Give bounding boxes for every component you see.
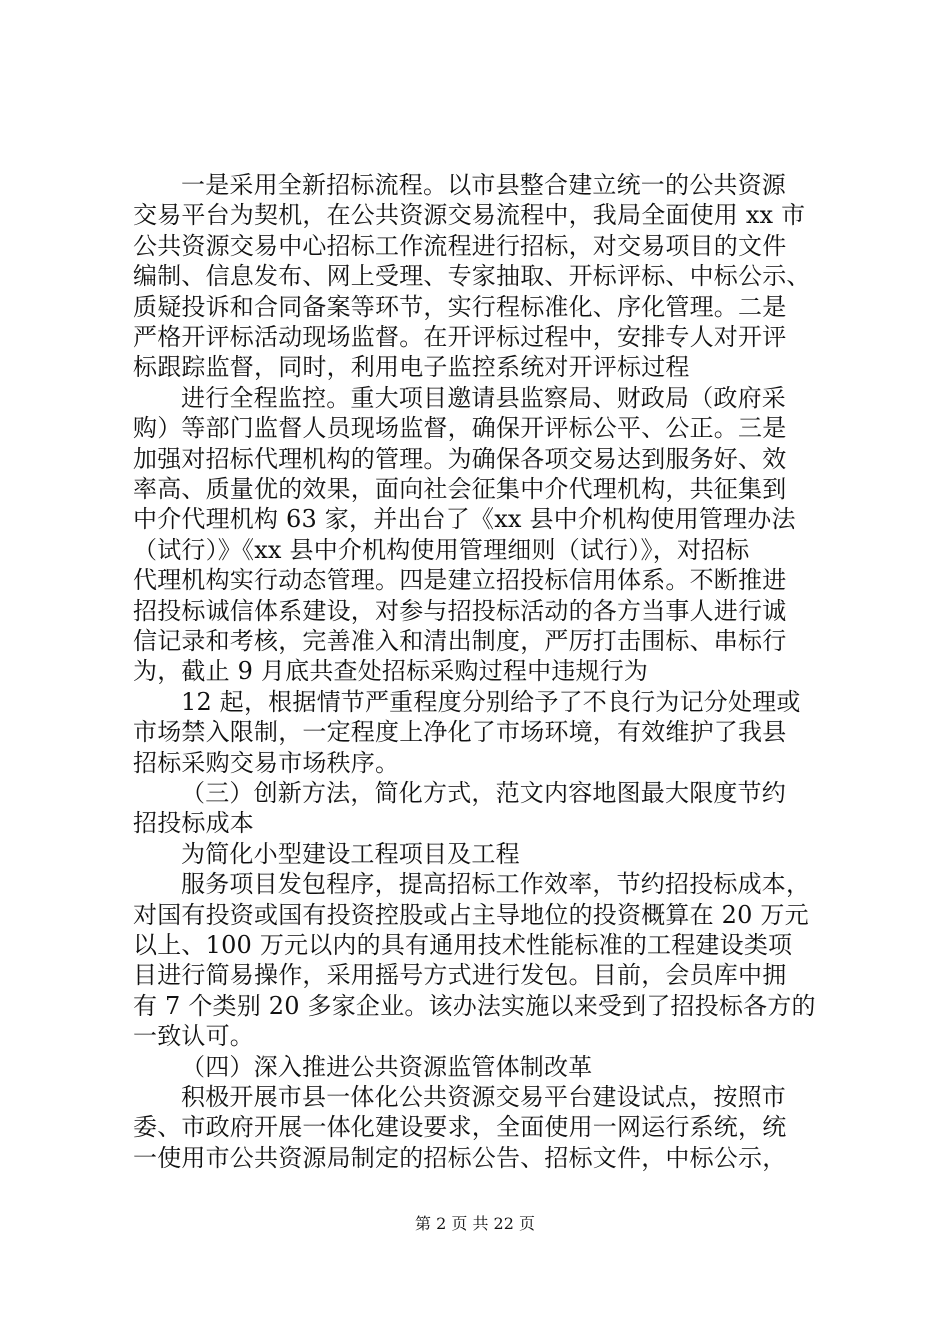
text-line: 标跟踪监督，同时，利用电子监控系统对开评标过程	[133, 353, 690, 381]
text-line: 购）等部门监督人员现场监督，确保开评标公平、公正。三是	[133, 414, 787, 442]
text-line: 中介代理机构 63 家，并出台了《xx 县中介机构使用管理办法	[133, 505, 796, 533]
text-line: 代理机构实行动态管理。四是建立招投标信用体系。不断推进	[133, 566, 787, 594]
text-line: 进行全程监控。重大项目邀请县监察局、财政局（政府采	[181, 384, 786, 412]
text-line: 积极开展市县一体化公共资源交易平台建设试点，按照市	[181, 1083, 786, 1111]
text-line: 市场禁入限制，一定程度上净化了市场环境，有效维护了我县	[133, 718, 787, 746]
text-line: 为，截止 9 月底共查处招标采购过程中违规行为	[133, 657, 649, 685]
text-line: 公共资源交易中心招标工作流程进行招标，对交易项目的文件	[133, 232, 787, 260]
text-line: 率高、质量优的效果，面向社会征集中介代理机构，共征集到	[133, 475, 787, 503]
text-line: 对国有投资或国有投资控股或占主导地位的投资概算在 20 万元	[133, 901, 809, 929]
text-line: 委、市政府开展一体化建设要求，全面使用一网运行系统，统	[133, 1113, 787, 1141]
text-line: 招投标诚信体系建设，对参与招投标活动的各方当事人进行诚	[133, 597, 787, 625]
text-line: 交易平台为契机，在公共资源交易流程中，我局全面使用 xx 市	[133, 201, 806, 229]
text-line: 服务项目发包程序，提高招标工作效率，节约招投标成本，	[181, 870, 811, 898]
text-line: 信记录和考核，完善准入和清出制度，严厉打击围标、串标行	[133, 627, 787, 655]
text-line: 有 7 个类别 20 多家企业。该办法实施以来受到了招投标各方的	[133, 992, 816, 1020]
text-line: 加强对招标代理机构的管理。为确保各项交易达到服务好、效	[133, 445, 787, 473]
text-line: 12 起，根据情节严重程度分别给予了不良行为记分处理或	[181, 688, 801, 716]
text-line: 以上、100 万元以内的具有通用技术性能标准的工程建设类项	[133, 931, 793, 959]
text-line: 质疑投诉和合同备案等环节，实行程标准化、序化管理。二是	[133, 293, 787, 321]
text-line: 编制、信息发布、网上受理、专家抽取、开标评标、中标公示、	[133, 262, 811, 290]
section-heading: （三）创新方法，简化方式，范文内容地图最大限度节约	[181, 779, 786, 807]
text-line: 一致认可。	[133, 1022, 254, 1050]
text-line: 目进行简易操作，采用摇号方式进行发包。目前，会员库中拥	[133, 961, 787, 989]
page-footer: 第 2 页 共 22 页	[415, 1214, 535, 1233]
section-heading: 招投标成本	[133, 809, 254, 837]
text-line: 一使用市公共资源局制定的招标公告、招标文件，中标公示，	[133, 1144, 787, 1172]
text-line: 为简化小型建设工程项目及工程	[181, 840, 520, 868]
text-line: 招标采购交易市场秩序。	[133, 749, 400, 777]
text-line: （试行）》《xx 县中介机构使用管理细则（试行）》，对招标	[133, 536, 750, 564]
section-heading: （四）深入推进公共资源监管体制改革	[181, 1053, 593, 1081]
text-line: 一是采用全新招标流程。以市县整合建立统一的公共资源	[181, 171, 786, 199]
text-line: 严格开评标活动现场监督。在开评标过程中，安排专人对开评	[133, 323, 787, 351]
